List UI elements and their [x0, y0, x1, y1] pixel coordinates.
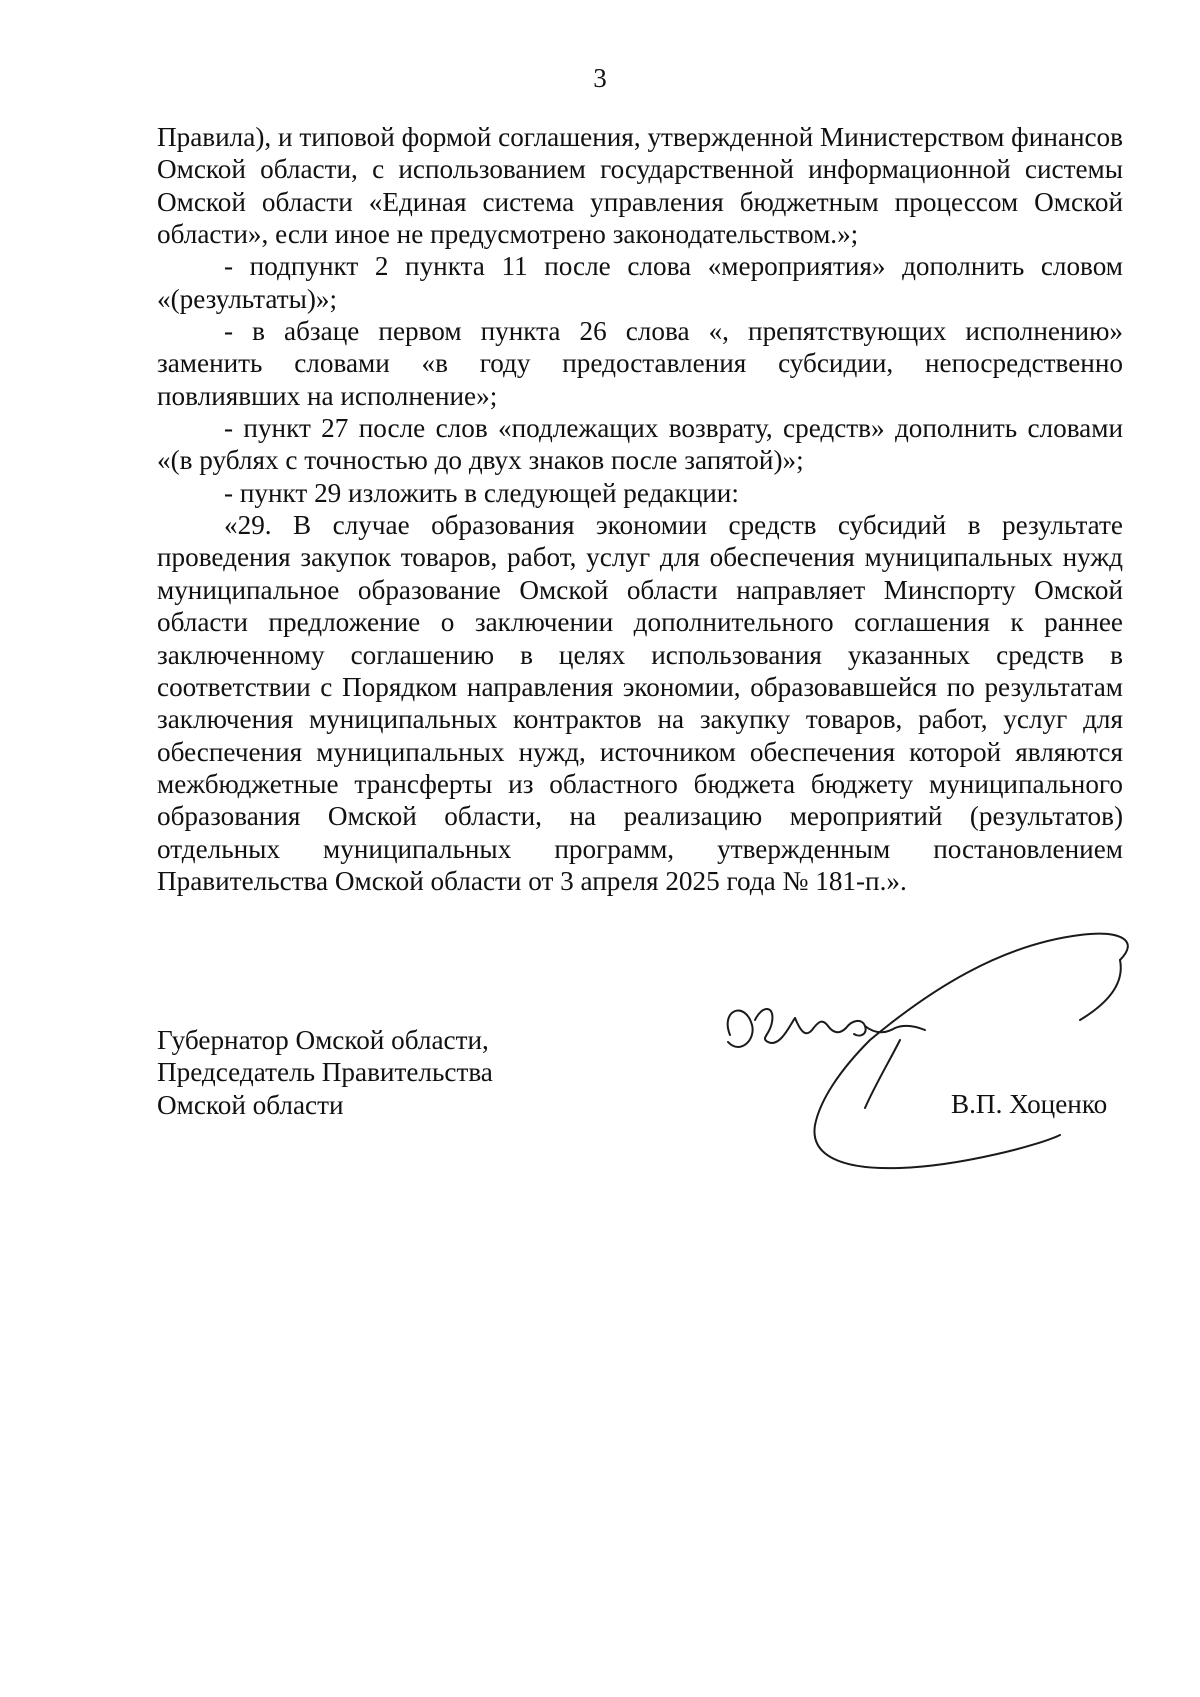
- paragraph-subitem-2-point-11: - подпункт 2 пункта 11 после слова «мероприятия» дополнить словом «(результаты)»;: [157, 251, 1123, 314]
- signer-name: В.П. Хоценко: [951, 1089, 1108, 1119]
- signatory-title: [157, 1024, 493, 1121]
- document-body: [157, 121, 1123, 897]
- paragraph-point-27: - пункт 27 после слов «подлежащих возврату, средств» дополнить словами «(в рублях с точностью до двух знаков после запятой)»;: [157, 413, 1123, 476]
- signatory-title-line-3: Омской области: [157, 1089, 344, 1120]
- signatory-title-line-1: Губернатор Омской области,: [157, 1025, 489, 1055]
- paragraph-point-29-intro: - пункт 29 изложить в следующей редакции:: [224, 477, 739, 508]
- paragraph-point-26: - в абзаце первом пункта 26 слова «, препятствующих исполнению» заменить словами «в году предоставления субсидии, непосредственно повлиявших на исполнение»;: [157, 316, 1123, 411]
- page-number: 3: [593, 63, 607, 93]
- paragraph-continuation: Правила), и типовой формой соглашения, утвержденной Министерством финансов Омской области, с использованием государственной информационной системы Омской области «Единая система управления бюджетным процессом Омской области», если иное не предусмотрено законодательством.»;: [157, 122, 1123, 250]
- signatory-title-line-2: Председатель Правительства: [157, 1057, 493, 1088]
- handwritten-signature-icon: [700, 930, 1160, 1180]
- paragraph-point-29-text: «29. В случае образования экономии средств субсидий в результате проведения закупок товаров, работ, услуг для обеспечения муниципальных нужд муниципальное образование Омской области направляет Минспорту Омской области предложение о заключении дополнительного соглашения к раннее заключенному соглашению в целях использования указанных средств в соответствии с Порядком направления экономии, образовавшейся по результатам заключения муниципальных контрактов на закупку товаров, работ, услуг для обеспечения муниципальных нужд, источником обеспечения которой являются межбюджетные трансферты из областного бюджета бюджету муниципального образования Омской области, на реализацию мероприятий (результатов) отдельных муниципальных программ, утвержденным постановлением Правительства Омской области от 3 апреля 2025 года № 181-п.».: [157, 510, 1123, 896]
